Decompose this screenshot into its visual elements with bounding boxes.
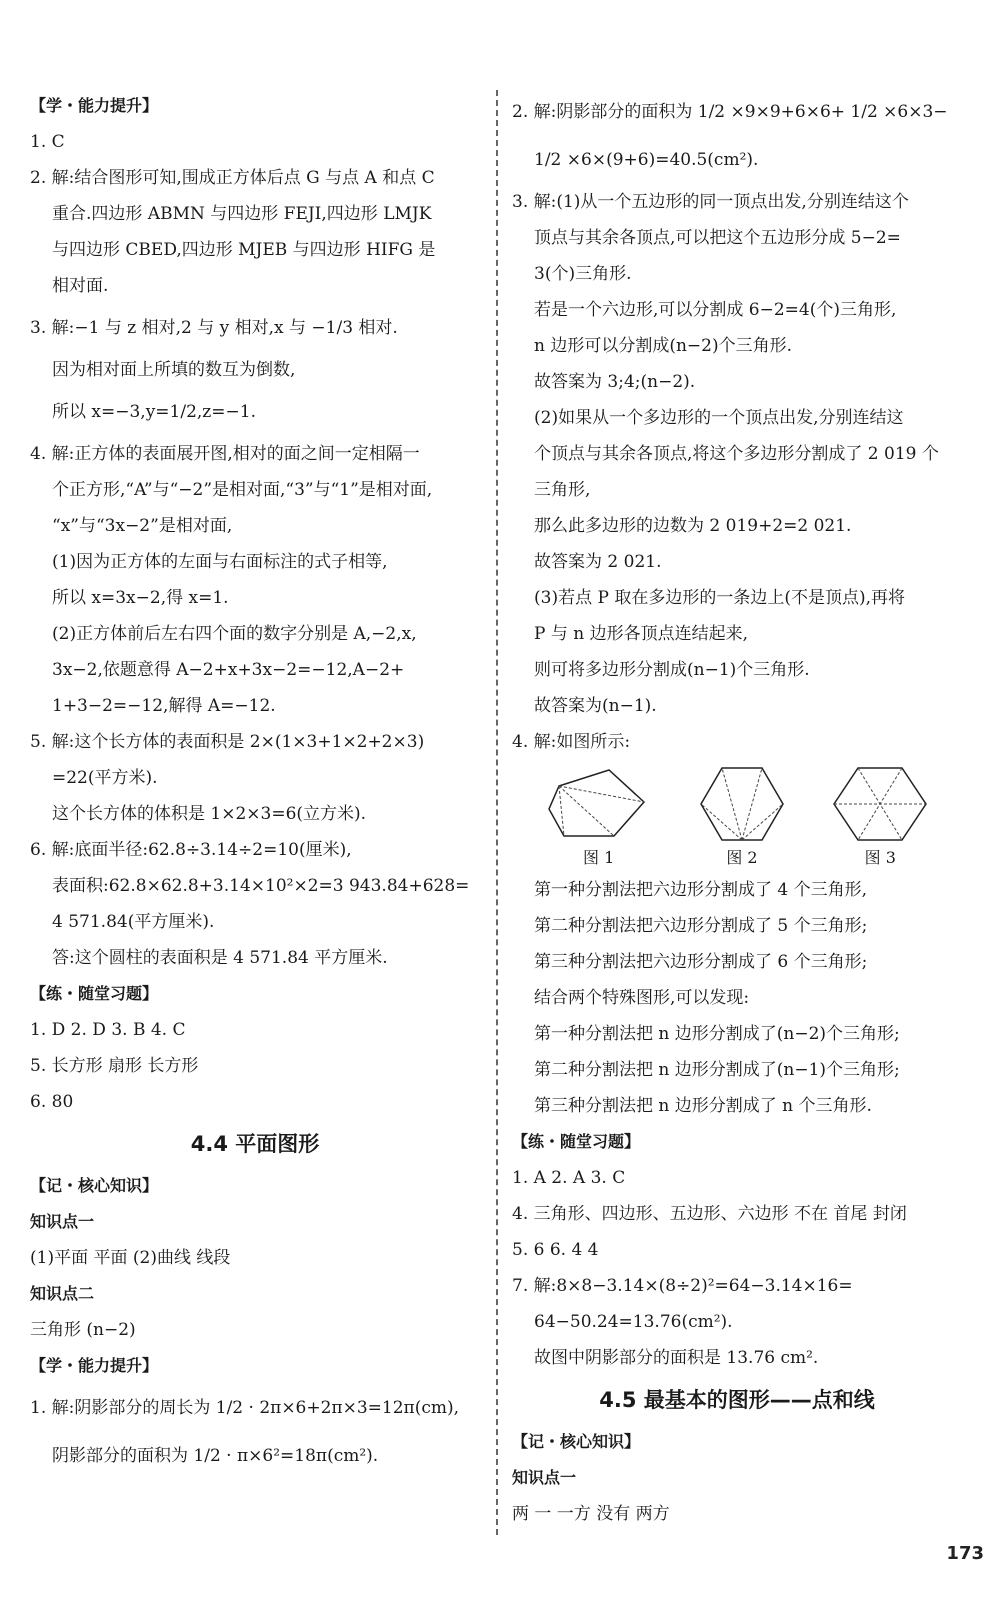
answer-line: 2. 解:阴影部分的面积为 1/2 ×9×9+6×6+ 1/2 ×6×3−	[512, 102, 948, 122]
answer-line: =22(平方米).	[52, 768, 158, 788]
section-heading: 【记・核心知识】	[512, 1432, 641, 1451]
answer-line: 阴影部分的面积为 1/2 · π×6²=18π(cm²).	[52, 1446, 379, 1466]
hexagon-figures	[522, 764, 952, 872]
page-number: 173	[946, 1543, 984, 1564]
answer-line: 7. 解:8×8−3.14×(8÷2)²=64−3.14×16=	[512, 1276, 853, 1296]
hexagon-fig3-icon	[830, 764, 930, 844]
answer-line: 故答案为 3;4;(n−2).	[534, 372, 696, 392]
answer-line: 所以 x=−3,y=1/2,z=−1.	[52, 402, 256, 422]
right-column	[512, 88, 962, 1532]
answer-line: 个顶点与其余各顶点,将这个多边形分割成了 2 019 个	[534, 444, 939, 464]
answer-line: 1. A 2. A 3. C	[512, 1168, 626, 1188]
answer-line: 个正方形,“A”与“−2”是相对面,“3”与“1”是相对面,	[52, 480, 433, 500]
answer-line: 重合.四边形 ABMN 与四边形 FEJI,四边形 LMJK	[52, 204, 432, 224]
answer-line: 则可将多边形分割成(n−1)个三角形.	[534, 660, 810, 680]
hexagon-fig1-icon	[544, 764, 654, 844]
answer-line: P 与 n 边形各顶点连结起来,	[534, 624, 749, 644]
knowledge-point-label: 知识点一	[30, 1212, 95, 1231]
figure-3	[830, 764, 930, 872]
section-title: 4.5 最基本的图形——点和线	[599, 1388, 875, 1412]
answer-line: 1. 解:阴影部分的周长为 1/2 · 2π×6+2π×3=12π(cm),	[30, 1398, 460, 1418]
answer-line: 故答案为 2 021.	[534, 552, 662, 572]
figure-2	[697, 764, 787, 872]
figure-caption: 图 3	[864, 848, 896, 867]
answer-line: 4. 三角形、四边形、五边形、六边形 不在 首尾 封闭	[512, 1204, 907, 1224]
answer-line: 5. 长方形 扇形 长方形	[30, 1056, 199, 1076]
answer-line: 那么此多边形的边数为 2 019+2=2 021.	[534, 516, 852, 536]
answer-line: 4 571.84(平方厘米).	[52, 912, 215, 932]
answer-line: 相对面.	[52, 276, 109, 296]
answer-line: 三角形,	[534, 480, 591, 500]
section-heading: 【练・随堂习题】	[512, 1132, 641, 1151]
answer-line: 第一种分割法把六边形分割成了 4 个三角形,	[534, 880, 868, 900]
answer-line: (1)因为正方体的左面与右面标注的式子相等,	[52, 552, 388, 572]
answer-line: 第二种分割法把 n 边形分割成了(n−1)个三角形;	[534, 1060, 900, 1080]
answer-line: 1/2 ×6×(9+6)=40.5(cm²).	[534, 150, 759, 170]
answer-line: 6. 80	[30, 1092, 74, 1112]
figure-caption: 图 2	[726, 848, 758, 867]
answer-line: 表面积:62.8×62.8+3.14×10²×2=3 943.84+628=	[52, 876, 470, 896]
section-heading: 【学・能力提升】	[30, 96, 159, 115]
answer-line: 三角形 (n−2)	[30, 1320, 136, 1340]
answer-line: 3(个)三角形.	[534, 264, 632, 284]
answer-line: 6. 解:底面半径:62.8÷3.14÷2=10(厘米),	[30, 840, 352, 860]
answer-line: 结合两个特殊图形,可以发现:	[534, 988, 750, 1008]
answer-line: 第三种分割法把六边形分割成了 6 个三角形;	[534, 952, 868, 972]
answer-line: 5. 6 6. 4 4	[512, 1240, 599, 1260]
answer-line: 与四边形 CBED,四边形 MJEB 与四边形 HIFG 是	[52, 240, 436, 260]
knowledge-point-label: 知识点一	[512, 1468, 577, 1487]
answer-line: 故图中阴影部分的面积是 13.76 cm².	[534, 1348, 819, 1368]
answer-line: 3. 解:(1)从一个五边形的同一顶点出发,分别连结这个	[512, 192, 909, 212]
section-title: 4.4 平面图形	[190, 1132, 320, 1156]
answer-line: (1)平面 平面 (2)曲线 线段	[30, 1248, 231, 1268]
answer-line: 所以 x=3x−2,得 x=1.	[52, 588, 229, 608]
hexagon-fig2-icon	[697, 764, 787, 844]
knowledge-point-label: 知识点二	[30, 1284, 95, 1303]
answer-line: 3x−2,依题意得 A−2+x+3x−2=−12,A−2+	[52, 660, 405, 680]
answer-line: “x”与“3x−2”是相对面,	[52, 516, 233, 536]
section-heading: 【学・能力提升】	[30, 1356, 159, 1375]
answer-line: 第一种分割法把 n 边形分割成了(n−2)个三角形;	[534, 1024, 900, 1044]
answer-line: 第三种分割法把 n 边形分割成了 n 个三角形.	[534, 1096, 872, 1116]
left-column	[30, 88, 480, 1480]
answer-line: 3. 解:−1 与 z 相对,2 与 y 相对,x 与 −1/3 相对.	[30, 318, 398, 338]
answer-line: 1+3−2=−12,解得 A=−12.	[52, 696, 276, 716]
answer-line: 这个长方体的体积是 1×2×3=6(立方米).	[52, 804, 367, 824]
answer-line: 1. C	[30, 132, 65, 152]
figure-1	[544, 764, 654, 872]
answer-line: (2)如果从一个多边形的一个顶点出发,分别连结这	[534, 408, 904, 428]
section-heading: 【记・核心知识】	[30, 1176, 159, 1195]
answer-line: 顶点与其余各顶点,可以把这个五边形分成 5−2=	[534, 228, 901, 248]
answer-line: 若是一个六边形,可以分割成 6−2=4(个)三角形,	[534, 300, 897, 320]
answer-line: (2)正方体前后左右四个面的数字分别是 A,−2,x,	[52, 624, 417, 644]
answer-line: n 边形可以分割成(n−2)个三角形.	[534, 336, 793, 356]
answer-line: 64−50.24=13.76(cm²).	[534, 1312, 733, 1332]
answer-line: 4. 解:正方体的表面展开图,相对的面之间一定相隔一	[30, 444, 420, 464]
figure-caption: 图 1	[583, 848, 615, 867]
section-heading: 【练・随堂习题】	[30, 984, 159, 1003]
answer-line: 答:这个圆柱的表面积是 4 571.84 平方厘米.	[52, 948, 388, 968]
answer-line: 因为相对面上所填的数互为倒数,	[52, 360, 296, 380]
answer-line: 4. 解:如图所示:	[512, 732, 631, 752]
answer-line: 5. 解:这个长方体的表面积是 2×(1×3+1×2+2×3)	[30, 732, 425, 752]
answer-line: 1. D 2. D 3. B 4. C	[30, 1020, 186, 1040]
answer-line: 两 一 一方 没有 两方	[512, 1504, 670, 1524]
answer-line: 2. 解:结合图形可知,围成正方体后点 G 与点 A 和点 C	[30, 168, 435, 188]
answer-line: (3)若点 P 取在多边形的一条边上(不是顶点),再将	[534, 588, 905, 608]
answer-line: 故答案为(n−1).	[534, 696, 657, 716]
column-divider	[496, 90, 498, 1535]
answer-line: 第二种分割法把六边形分割成了 5 个三角形;	[534, 916, 868, 936]
